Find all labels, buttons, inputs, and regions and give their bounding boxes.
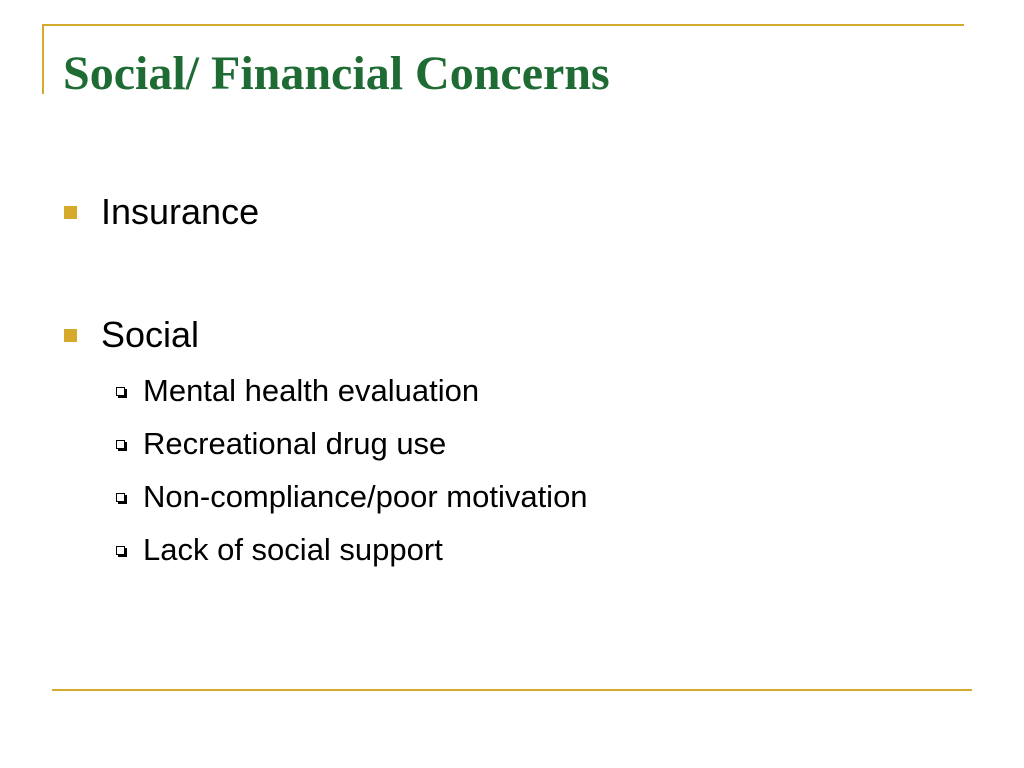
sub-bullet-text: Recreational drug use [143, 426, 447, 461]
checkbox-bullet-icon [116, 440, 125, 449]
sub-bullet-item [116, 371, 479, 411]
bullet-text: Insurance [101, 191, 260, 232]
square-bullet-icon [64, 206, 77, 219]
sub-bullet-text: Non-compliance/poor motivation [143, 479, 588, 514]
checkbox-bullet-icon [116, 493, 125, 502]
title-frame-left-rule [42, 24, 44, 94]
sub-bullet-text: Mental health evaluation [143, 373, 480, 408]
checkbox-bullet-icon [116, 546, 125, 555]
sub-bullet-item [116, 424, 446, 464]
checkbox-bullet-icon [116, 387, 125, 396]
sub-bullet-text: Lack of social support [143, 532, 443, 567]
sub-bullet-item [116, 530, 443, 570]
bullet-item-insurance [64, 190, 259, 234]
title-frame-top-rule [42, 24, 964, 26]
bottom-divider-rule [52, 689, 972, 691]
square-bullet-icon [64, 329, 77, 342]
bullet-text: Social [101, 314, 200, 355]
slide-title: Social/ Financial Concerns [63, 47, 610, 100]
sub-bullet-item [116, 477, 588, 517]
bullet-item-social [64, 313, 199, 357]
